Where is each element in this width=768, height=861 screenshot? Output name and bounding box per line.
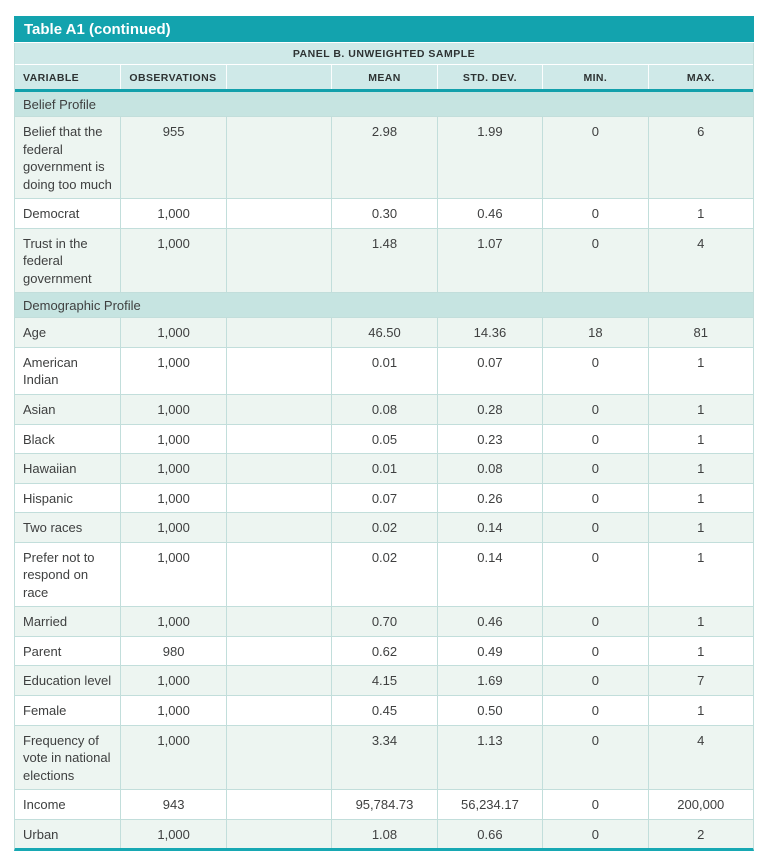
table-row	[15, 820, 753, 849]
cell-blank	[226, 666, 331, 695]
section-title: Belief Profile	[23, 97, 96, 112]
cell-mean: 0.01	[331, 348, 436, 394]
cell-std-dev: 0.07	[437, 348, 542, 394]
cell-min: 0	[542, 637, 647, 666]
cell-variable: Female	[23, 703, 67, 719]
column-header-min: MIN.	[542, 65, 647, 89]
cell-min: 0	[542, 726, 647, 790]
cell-mean: 0.30	[331, 199, 436, 228]
cell-observations: 1,000	[120, 348, 225, 394]
cell-min: 18	[542, 318, 647, 347]
cell-observations: 1,000	[120, 666, 225, 695]
cell-observations: 1,000	[120, 513, 225, 542]
cell-min: 0	[542, 229, 647, 293]
column-header-observations: OBSERVATIONS	[120, 65, 225, 89]
table-row	[15, 318, 753, 348]
cell-variable: Urban	[23, 826, 59, 842]
table-row	[15, 484, 753, 514]
cell-max: 2	[648, 820, 753, 849]
table-row	[15, 425, 753, 455]
table-row	[15, 454, 753, 484]
cell-variable: Age	[23, 325, 47, 341]
cell-max: 1	[648, 637, 753, 666]
cell-std-dev: 0.28	[437, 395, 542, 424]
cell-blank	[226, 395, 331, 424]
cell-max: 4	[648, 726, 753, 790]
column-header-mean: MEAN	[331, 65, 436, 89]
cell-std-dev: 1.13	[437, 726, 542, 790]
table-title: Table A1 (continued)	[14, 16, 754, 43]
table-row	[15, 637, 753, 667]
cell-observations: 1,000	[120, 229, 225, 293]
cell-variable: American Indian	[23, 354, 78, 388]
column-header-blank	[226, 65, 331, 89]
cell-blank	[226, 637, 331, 666]
cell-observations: 1,000	[120, 484, 225, 513]
section-title: Demographic Profile	[23, 298, 141, 314]
cell-max: 7	[648, 666, 753, 695]
cell-max: 200,000	[648, 790, 753, 819]
cell-min: 0	[542, 395, 647, 424]
cell-std-dev: 1.07	[437, 229, 542, 293]
cell-min: 0	[542, 454, 647, 483]
cell-max: 1	[648, 348, 753, 394]
cell-std-dev: 0.66	[437, 820, 542, 849]
cell-mean: 4.15	[331, 666, 436, 695]
cell-mean: 0.62	[331, 637, 436, 666]
cell-std-dev: 0.46	[437, 199, 542, 228]
table-row	[15, 395, 753, 425]
cell-observations: 1,000	[120, 607, 225, 636]
cell-variable: Belief that the federal government is doing too much	[23, 124, 112, 192]
cell-variable: Trust in the federal government	[23, 235, 92, 286]
cell-mean: 95,784.73	[331, 790, 436, 819]
cell-blank	[226, 199, 331, 228]
table-row	[15, 229, 753, 294]
table-a1-panel-b	[14, 16, 754, 851]
cell-std-dev: 0.26	[437, 484, 542, 513]
cell-variable: Democrat	[23, 206, 80, 222]
cell-variable: Married	[23, 614, 68, 630]
cell-std-dev: 0.23	[437, 425, 542, 454]
cell-min: 0	[542, 696, 647, 725]
cell-mean: 2.98	[331, 117, 436, 198]
cell-max: 1	[648, 543, 753, 607]
cell-mean: 1.48	[331, 229, 436, 293]
cell-observations: 1,000	[120, 425, 225, 454]
cell-max: 1	[648, 513, 753, 542]
cell-mean: 0.05	[331, 425, 436, 454]
cell-min: 0	[542, 790, 647, 819]
cell-mean: 3.34	[331, 726, 436, 790]
cell-min: 0	[542, 543, 647, 607]
cell-variable: Hispanic	[23, 490, 73, 506]
table-row	[15, 607, 753, 637]
cell-blank	[226, 454, 331, 483]
cell-max: 1	[648, 484, 753, 513]
cell-std-dev: 1.69	[437, 666, 542, 695]
table-row	[15, 348, 753, 395]
cell-mean: 46.50	[331, 318, 436, 347]
cell-blank	[226, 820, 331, 849]
cell-observations: 943	[120, 790, 225, 819]
cell-blank	[226, 543, 331, 607]
cell-observations: 1,000	[120, 454, 225, 483]
cell-observations: 980	[120, 637, 225, 666]
section-header-row	[15, 92, 753, 117]
table-row	[15, 790, 753, 820]
table-row	[15, 117, 753, 199]
cell-variable: Prefer not to respond on race	[23, 549, 95, 600]
cell-blank	[226, 790, 331, 819]
cell-observations: 955	[120, 117, 225, 198]
cell-mean: 0.02	[331, 513, 436, 542]
cell-variable: Education level	[23, 673, 112, 689]
cell-std-dev: 56,234.17	[437, 790, 542, 819]
cell-std-dev: 0.08	[437, 454, 542, 483]
cell-mean: 1.08	[331, 820, 436, 849]
cell-blank	[226, 229, 331, 293]
column-header-variable: VARIABLE	[23, 72, 80, 84]
cell-std-dev: 0.14	[437, 543, 542, 607]
cell-mean: 0.02	[331, 543, 436, 607]
cell-min: 0	[542, 425, 647, 454]
table-row	[15, 696, 753, 726]
cell-max: 1	[648, 199, 753, 228]
table-row	[15, 199, 753, 229]
cell-min: 0	[542, 666, 647, 695]
cell-min: 0	[542, 348, 647, 394]
cell-mean: 0.07	[331, 484, 436, 513]
cell-variable: Hawaiian	[23, 461, 77, 477]
cell-blank	[226, 425, 331, 454]
cell-mean: 0.70	[331, 607, 436, 636]
cell-variable: Income	[23, 797, 66, 813]
cell-min: 0	[542, 513, 647, 542]
cell-blank	[226, 484, 331, 513]
cell-variable: Black	[23, 431, 55, 447]
table-row	[15, 543, 753, 608]
column-header-std-dev: STD. DEV.	[437, 65, 542, 89]
cell-std-dev: 0.14	[437, 513, 542, 542]
table-row	[15, 666, 753, 696]
cell-max: 1	[648, 395, 753, 424]
table-row	[15, 726, 753, 791]
cell-min: 0	[542, 117, 647, 198]
cell-max: 1	[648, 607, 753, 636]
cell-blank	[226, 318, 331, 347]
cell-max: 1	[648, 454, 753, 483]
cell-observations: 1,000	[120, 199, 225, 228]
cell-variable: Parent	[23, 643, 62, 659]
cell-std-dev: 0.46	[437, 607, 542, 636]
cell-mean: 0.45	[331, 696, 436, 725]
cell-max: 6	[648, 117, 753, 198]
table-row	[15, 513, 753, 543]
cell-observations: 1,000	[120, 820, 225, 849]
cell-observations: 1,000	[120, 318, 225, 347]
cell-max: 1	[648, 425, 753, 454]
section-header-row	[15, 293, 753, 318]
column-header-row	[15, 65, 753, 92]
cell-mean: 0.01	[331, 454, 436, 483]
cell-std-dev: 0.49	[437, 637, 542, 666]
cell-min: 0	[542, 820, 647, 849]
cell-blank	[226, 607, 331, 636]
cell-observations: 1,000	[120, 543, 225, 607]
panel-header: PANEL B. UNWEIGHTED SAMPLE	[15, 43, 753, 65]
table-body	[15, 92, 753, 848]
cell-std-dev: 14.36	[437, 318, 542, 347]
cell-blank	[226, 726, 331, 790]
cell-blank	[226, 117, 331, 198]
cell-max: 4	[648, 229, 753, 293]
cell-variable: Frequency of vote in national elections	[23, 732, 111, 783]
cell-variable: Asian	[23, 402, 56, 418]
column-header-max: MAX.	[648, 65, 753, 89]
cell-observations: 1,000	[120, 395, 225, 424]
cell-std-dev: 1.99	[437, 117, 542, 198]
cell-observations: 1,000	[120, 726, 225, 790]
cell-mean: 0.08	[331, 395, 436, 424]
cell-std-dev: 0.50	[437, 696, 542, 725]
cell-blank	[226, 513, 331, 542]
cell-max: 81	[648, 318, 753, 347]
cell-min: 0	[542, 484, 647, 513]
cell-observations: 1,000	[120, 696, 225, 725]
cell-min: 0	[542, 199, 647, 228]
cell-variable: Two races	[23, 520, 83, 536]
cell-blank	[226, 696, 331, 725]
cell-max: 1	[648, 696, 753, 725]
cell-blank	[226, 348, 331, 394]
cell-min: 0	[542, 607, 647, 636]
